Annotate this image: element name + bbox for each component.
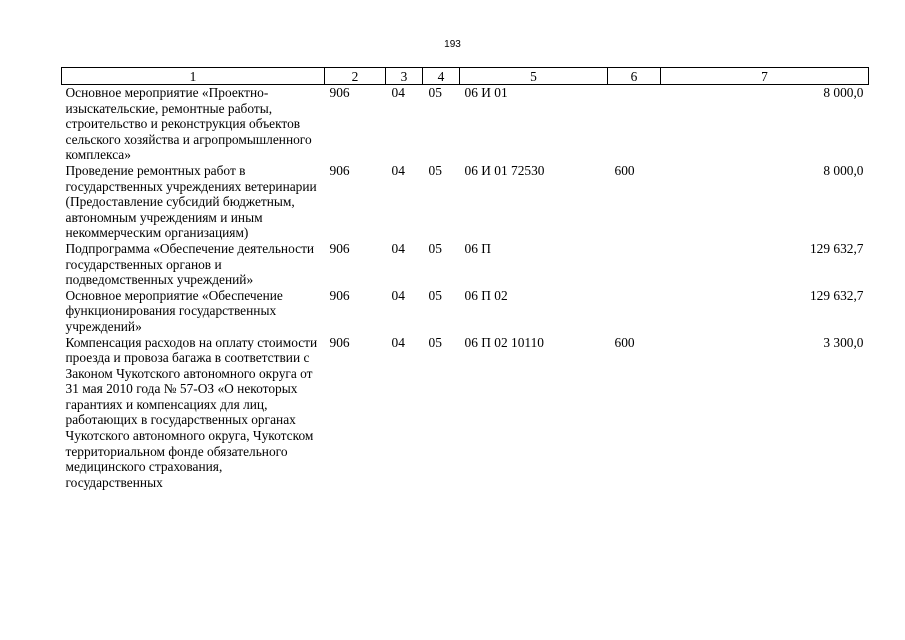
column-header-1: 1 [62,68,325,85]
row-section-code: 04 [391,85,405,100]
row-section-code: 04 [391,334,405,350]
row-amount: 8 000,0 [823,85,864,100]
row-expense-type [608,288,661,335]
row-ministry-code: 906 [329,240,350,256]
table-header-row [62,68,869,85]
table-row [62,335,869,491]
budget-table [61,67,869,490]
row-section-code: 04 [391,240,405,256]
row-amount: 8 000,0 [823,162,864,178]
row-expense-type [608,241,661,288]
row-name: Подпрограмма «Обеспечение деятельности государственных органов и подведомственных учреждений» [65,240,315,288]
row-target-article: 06 П 02 [464,287,508,303]
row-amount: 129 632,7 [809,240,864,256]
row-target-article: 06 П [464,240,491,256]
row-ministry-code: 906 [329,334,350,350]
row-subsection-code: 05 [428,162,442,178]
table-row [62,241,869,288]
row-section-code: 04 [391,287,405,303]
row-ministry-code: 906 [329,287,350,303]
page-number: 193 [444,39,461,50]
row-expense-type [608,85,661,163]
row-name: Компенсация расходов на оплату стоимости проезда и провоза багажа в соответствии с Законом Чукотского автономного округа от 31 мая 2010 года № 57-ОЗ «О некоторых гарантиях и компенсациях для лиц, работающих в государственных органах Чукотского автономного округа, Чукотском территориальном фонде обязательного медицинского страхования, государственных [65,334,318,490]
row-subsection-code: 05 [428,85,442,100]
row-amount: 129 632,7 [809,287,864,303]
row-target-article: 06 И 01 72530 [464,162,545,178]
column-header-2: 2 [325,68,386,85]
row-name: Проведение ремонтных работ в государственных учреждениях ветеринарии (Предоставление субсидий бюджетным, автономным учреждениям и иным некоммерческим организациям) [65,162,317,241]
row-amount: 3 300,0 [823,334,864,350]
row-name: Основное мероприятие «Проектно-изыскательские, ремонтные работы, строительство и реконструкция объектов сельского хозяйства и агропромышленного комплекса» [65,85,312,163]
row-target-article: 06 П 02 10110 [464,334,544,350]
row-ministry-code: 906 [329,162,350,178]
table-row [62,288,869,335]
column-header-4: 4 [423,68,460,85]
table-row [62,163,869,241]
column-header-7: 7 [661,68,869,85]
row-name: Основное мероприятие «Обеспечение функционирования государственных учреждений» [65,287,283,334]
table-row [62,85,869,163]
row-subsection-code: 05 [428,334,442,350]
row-subsection-code: 05 [428,240,442,256]
row-expense-type: 600 [614,162,635,178]
row-subsection-code: 05 [428,287,442,303]
row-expense-type: 600 [614,334,635,350]
row-ministry-code: 906 [329,85,350,100]
column-header-3: 3 [386,68,423,85]
row-target-article: 06 И 01 [464,85,508,100]
column-header-6: 6 [608,68,661,85]
row-section-code: 04 [391,162,405,178]
column-header-5: 5 [460,68,608,85]
